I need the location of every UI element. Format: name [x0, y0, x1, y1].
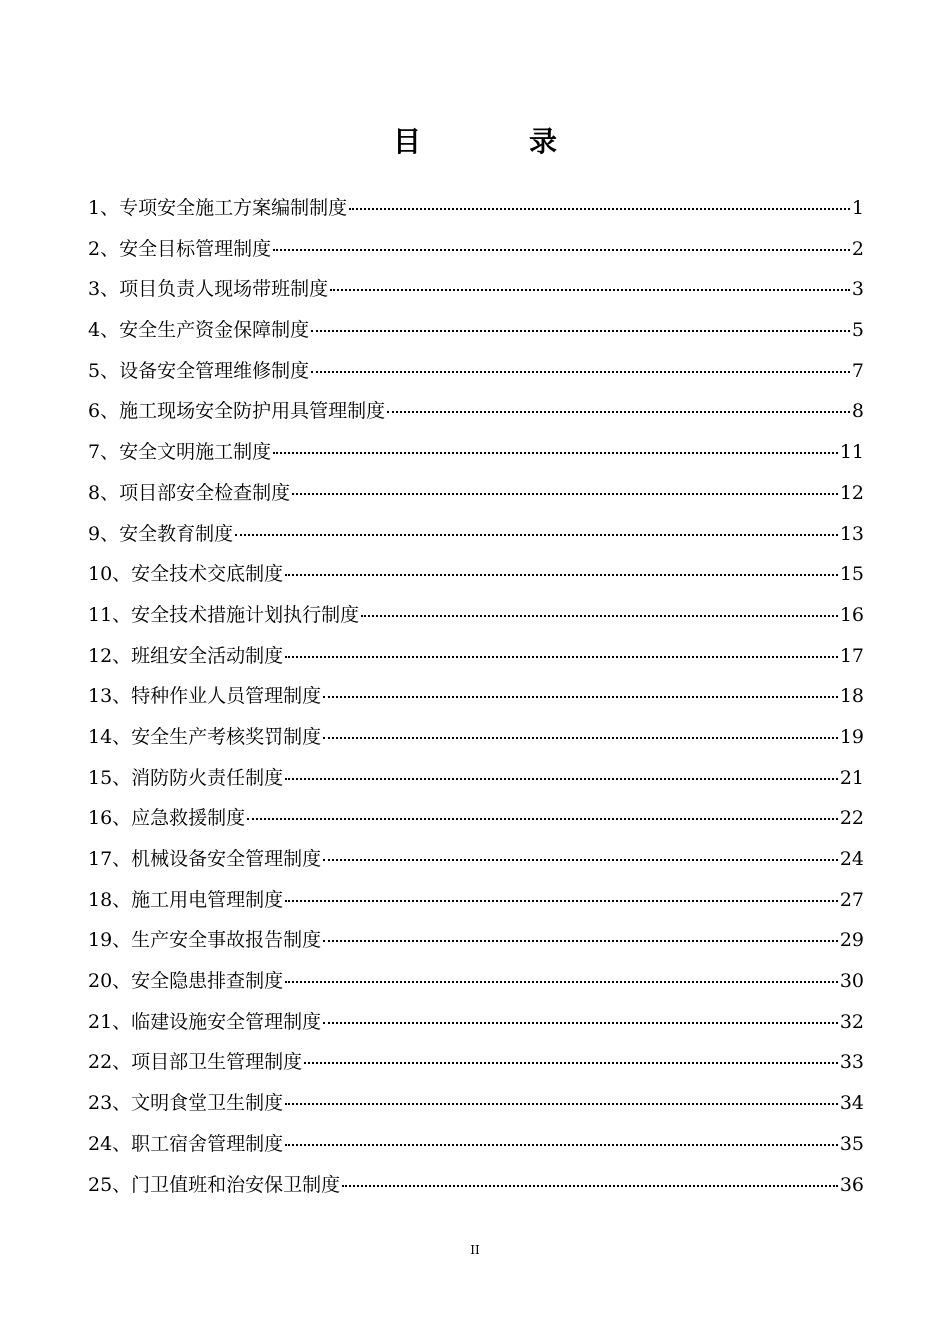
toc-entry-label: 13、特种作业人员管理制度: [88, 685, 322, 708]
toc-entry[interactable]: [88, 717, 864, 758]
toc-entry[interactable]: [88, 839, 864, 880]
toc-leader-dots: [285, 1102, 838, 1105]
toc-entry-page: 8: [851, 400, 864, 423]
toc-list: [88, 188, 864, 1205]
toc-entry-label: 23、文明食堂卫生制度: [88, 1092, 284, 1115]
toc-entry-label: 10、安全技术交底制度: [88, 563, 284, 586]
toc-leader-dots: [387, 410, 850, 413]
toc-entry-page: 5: [851, 319, 864, 342]
toc-entry-page: 12: [839, 481, 864, 504]
toc-entry[interactable]: [88, 351, 864, 392]
toc-entry[interactable]: [88, 310, 864, 351]
toc-entry[interactable]: [88, 1124, 864, 1165]
toc-entry-page: 17: [839, 644, 864, 667]
toc-leader-dots: [285, 1143, 838, 1146]
toc-entry[interactable]: [88, 595, 864, 636]
toc-entry-page: 18: [839, 685, 864, 708]
toc-entry-page: 34: [839, 1092, 864, 1115]
toc-entry-label: 2、安全目标管理制度: [88, 237, 272, 260]
toc-entry-label: 24、职工宿舍管理制度: [88, 1132, 284, 1155]
toc-leader-dots: [323, 1021, 838, 1024]
toc-entry[interactable]: [88, 391, 864, 432]
toc-entry-page: 7: [851, 359, 864, 382]
toc-leader-dots: [349, 207, 850, 210]
toc-entry-page: 15: [839, 563, 864, 586]
toc-entry-page: 24: [839, 848, 864, 870]
toc-entry-label: 15、消防防火责任制度: [88, 766, 284, 789]
toc-entry[interactable]: [88, 1083, 864, 1124]
toc-entry[interactable]: [88, 1165, 864, 1206]
toc-leader-dots: [330, 288, 850, 291]
toc-entry[interactable]: [88, 188, 864, 229]
toc-entry[interactable]: [88, 432, 864, 473]
toc-entry-page: 27: [839, 888, 864, 911]
toc-entry-label: 20、安全隐患排查制度: [88, 970, 284, 993]
toc-entry-page: 19: [839, 725, 864, 748]
toc-entry-label: 25、门卫值班和治安保卫制度: [88, 1173, 341, 1196]
toc-leader-dots: [285, 777, 838, 780]
toc-leader-dots: [323, 858, 838, 861]
toc-leader-dots: [285, 573, 838, 576]
toc-entry-page: 16: [839, 603, 864, 626]
toc-entry-label: 12、班组安全活动制度: [88, 644, 284, 667]
toc-entry-label: 22、项目部卫生管理制度: [88, 1051, 303, 1074]
toc-leader-dots: [323, 939, 838, 942]
toc-leader-dots: [247, 817, 838, 820]
toc-leader-dots: [361, 614, 838, 617]
toc-leader-dots: [323, 695, 838, 698]
toc-leader-dots: [292, 492, 838, 495]
toc-entry-label: 11、安全技术措施计划执行制度: [88, 603, 360, 626]
toc-entry[interactable]: [88, 473, 864, 514]
toc-entry[interactable]: [88, 514, 864, 555]
toc-entry-page: 22: [839, 807, 864, 830]
toc-entry-label: 19、生产安全事故报告制度: [88, 929, 322, 952]
toc-entry[interactable]: [88, 1002, 864, 1043]
toc-entry[interactable]: [88, 636, 864, 677]
toc-leader-dots: [285, 899, 838, 902]
toc-leader-dots: [285, 655, 838, 658]
toc-entry[interactable]: [88, 229, 864, 270]
toc-entry-label: 3、项目负责人现场带班制度: [88, 278, 329, 301]
toc-leader-dots: [304, 1061, 838, 1064]
toc-entry[interactable]: [88, 798, 864, 839]
toc-entry-label: 9、安全教育制度: [88, 522, 234, 545]
toc-entry[interactable]: [88, 554, 864, 595]
toc-entry-page: 32: [839, 1010, 864, 1033]
toc-entry-label: 7、安全文明施工制度: [88, 441, 272, 464]
toc-entry[interactable]: [88, 676, 864, 717]
toc-entry-label: 16、应急救援制度: [88, 807, 246, 830]
toc-entry-label: 8、项目部安全检查制度: [88, 481, 291, 504]
toc-entry-page: 1: [851, 197, 864, 219]
toc-entry-page: 29: [839, 929, 864, 952]
toc-leader-dots: [273, 451, 838, 454]
toc-entry-page: 21: [839, 766, 864, 789]
toc-leader-dots: [323, 736, 838, 739]
toc-entry-page: 35: [839, 1132, 864, 1155]
toc-leader-dots: [273, 248, 850, 251]
toc-entry[interactable]: [88, 920, 864, 961]
toc-leader-dots: [235, 533, 838, 536]
toc-entry-label: 4、安全生产资金保障制度: [88, 319, 310, 342]
toc-leader-dots: [285, 980, 838, 983]
toc-entry-label: 1、专项安全施工方案编制制度: [88, 197, 348, 219]
toc-entry[interactable]: [88, 269, 864, 310]
toc-entry-page: 36: [839, 1173, 864, 1196]
toc-entry[interactable]: [88, 961, 864, 1002]
toc-entry[interactable]: [88, 880, 864, 921]
toc-entry-label: 14、安全生产考核奖罚制度: [88, 725, 322, 748]
toc-entry[interactable]: [88, 758, 864, 799]
toc-leader-dots: [311, 329, 850, 332]
toc-entry-page: 3: [851, 278, 864, 301]
toc-entry-label: 18、施工用电管理制度: [88, 888, 284, 911]
toc-entry-label: 6、施工现场安全防护用具管理制度: [88, 400, 386, 423]
toc-entry-label: 5、设备安全管理维修制度: [88, 359, 310, 382]
toc-entry-label: 21、临建设施安全管理制度: [88, 1010, 322, 1033]
toc-entry-page: 11: [839, 441, 864, 464]
toc-entry[interactable]: [88, 1042, 864, 1083]
toc-leader-dots: [342, 1184, 838, 1187]
toc-entry-page: 2: [851, 237, 864, 260]
page-number-footer: II: [470, 1243, 480, 1257]
toc-title: 目 录: [392, 125, 597, 158]
toc-entry-label: 17、机械设备安全管理制度: [88, 848, 322, 870]
toc-entry-page: 30: [839, 970, 864, 993]
toc-entry-page: 13: [839, 522, 864, 545]
toc-entry-page: 33: [839, 1051, 864, 1074]
toc-leader-dots: [311, 370, 850, 373]
